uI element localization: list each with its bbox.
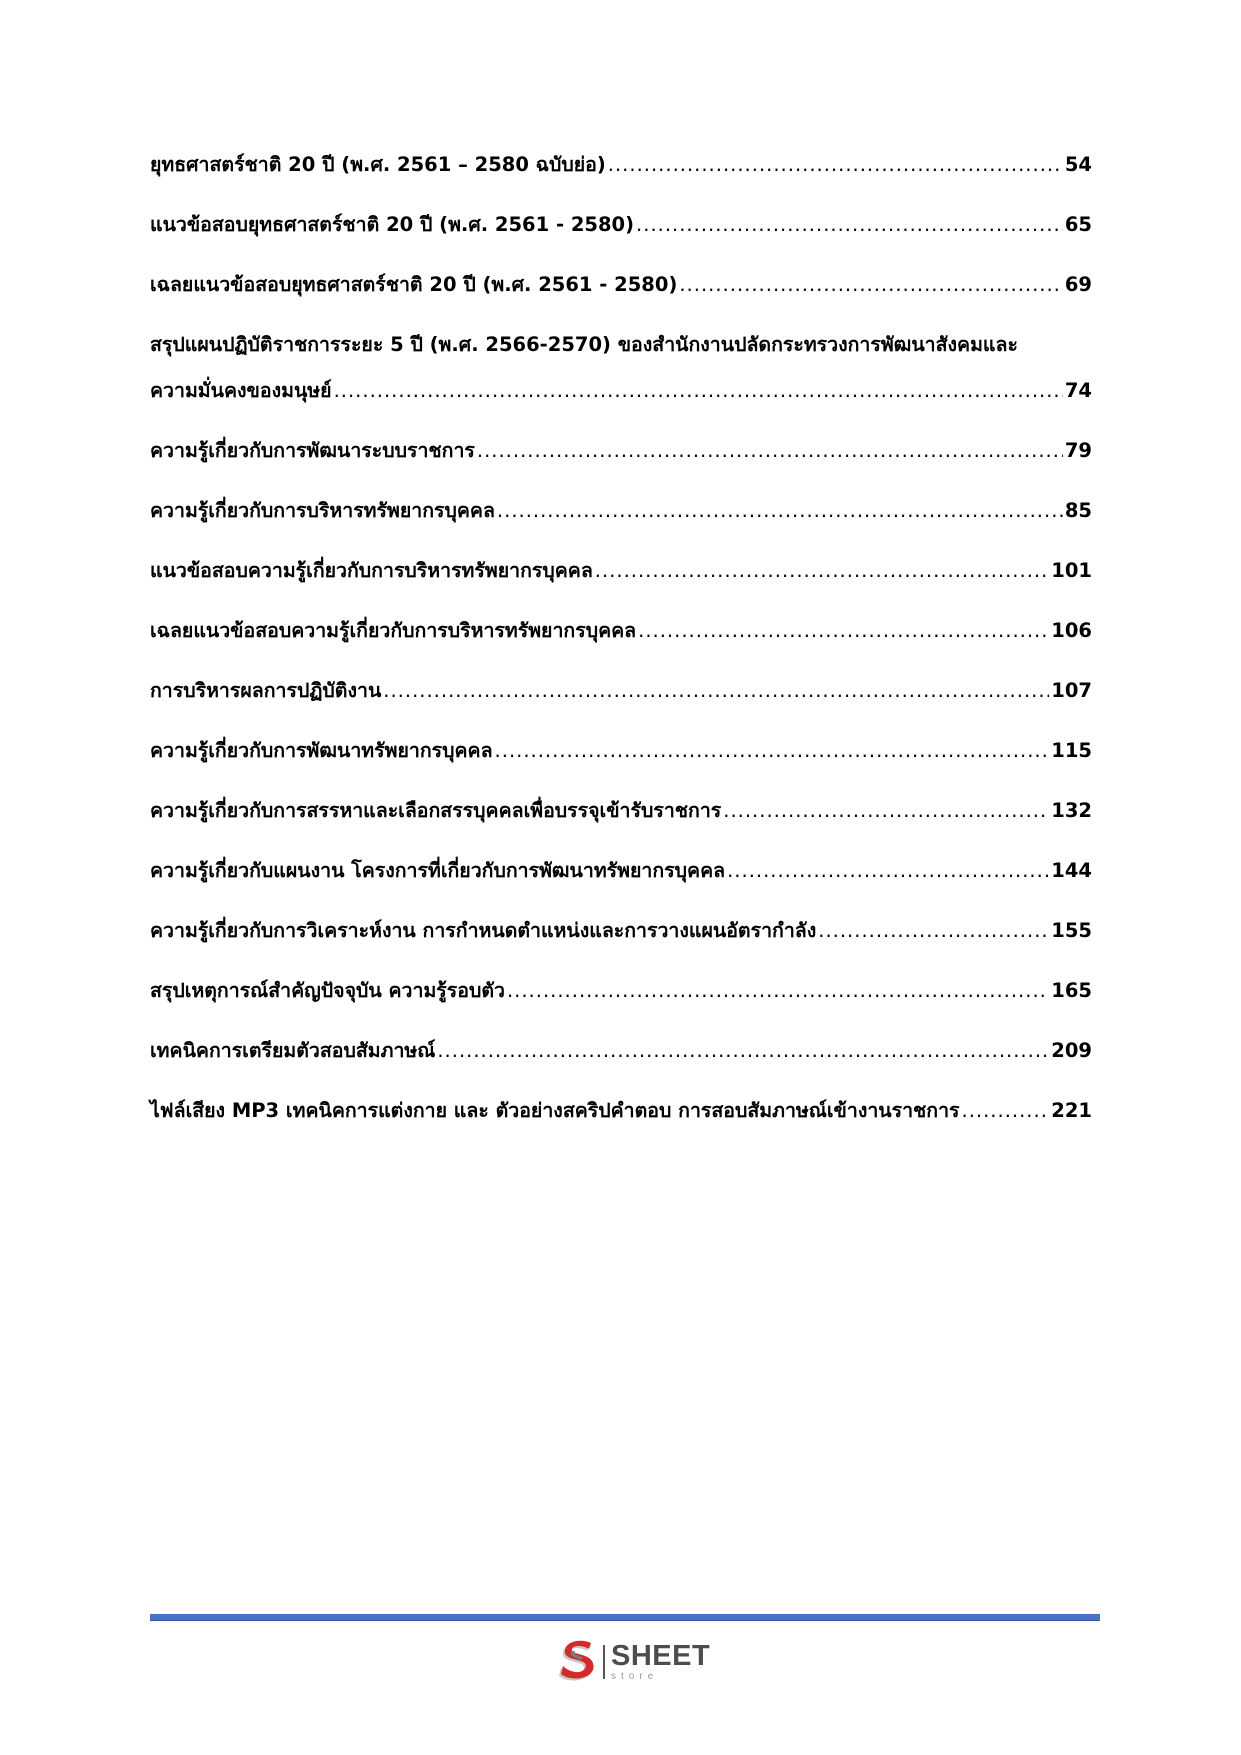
toc-entry-page: 209 xyxy=(1051,1039,1092,1062)
toc-entry-title: แนวข้อสอบความรู้เกี่ยวกับการบริหารทรัพยากรบุคคล xyxy=(150,559,593,582)
toc-entry-page: 54 xyxy=(1064,153,1092,176)
toc-entry[interactable] xyxy=(150,272,1092,298)
toc-entry-title: ความรู้เกี่ยวกับแผนงาน โครงการที่เกี่ยวกับการพัฒนาทรัพยากรบุคคล xyxy=(150,859,726,882)
dot-leader xyxy=(723,798,1049,824)
dot-leader xyxy=(727,858,1049,884)
toc-entry-title-continued: ความมั่นคงของมนุษย์ xyxy=(150,379,332,402)
toc-entry[interactable] xyxy=(150,1038,1092,1064)
toc-entry-page: 79 xyxy=(1064,439,1092,462)
toc-entry-title: ความรู้เกี่ยวกับการวิเคราะห์งาน การกำหนดตำแหน่งและการวางแผนอัตรากำลัง xyxy=(150,919,817,942)
toc-entry[interactable] xyxy=(150,1098,1092,1124)
toc-entry[interactable] xyxy=(150,438,1092,464)
toc-entry-title: ความรู้เกี่ยวกับการสรรหาและเลือกสรรบุคคลเพื่อบรรจุเข้ารับราชการ xyxy=(150,799,722,822)
toc-entry-title: สรุปแผนปฏิบัติราชการระยะ 5 ปี (พ.ศ. 2566-2570) ของสำนักงานปลัดกระทรวงการพัฒนาสังคมและ xyxy=(150,333,1018,356)
dot-leader xyxy=(595,558,1049,584)
toc-entry[interactable] xyxy=(150,558,1092,584)
toc-entry-page: 106 xyxy=(1051,619,1092,642)
dot-leader xyxy=(497,498,1063,524)
logo-wordmark xyxy=(611,1642,710,1682)
dot-leader xyxy=(636,212,1063,238)
dot-leader xyxy=(507,978,1049,1004)
dot-leader xyxy=(608,152,1063,178)
toc-entry-title: ความรู้เกี่ยวกับการบริหารทรัพยากรบุคคล xyxy=(150,499,495,522)
dot-leader xyxy=(679,272,1063,298)
toc-entry-title: ยุทธศาสตร์ชาติ 20 ปี (พ.ศ. 2561 – 2580 ฉบับย่อ) xyxy=(150,153,606,176)
toc-entry[interactable] xyxy=(150,618,1092,644)
toc-entry-title: สรุปเหตุการณ์สำคัญปัจจุบัน ความรู้รอบตัว xyxy=(150,979,505,1002)
toc-entry[interactable] xyxy=(150,498,1092,524)
dot-leader xyxy=(477,438,1063,464)
dot-leader xyxy=(334,378,1063,404)
toc-entry-title: เทคนิคการเตรียมตัวสอบสัมภาษณ์ xyxy=(150,1039,436,1062)
dot-leader xyxy=(495,738,1050,764)
dot-leader xyxy=(638,618,1049,644)
toc-entry-page: 74 xyxy=(1064,379,1092,402)
toc-entry-page: 144 xyxy=(1051,859,1092,882)
table-of-contents xyxy=(150,152,1092,1158)
toc-entry-page: 85 xyxy=(1064,499,1092,522)
toc-entry-title: ความรู้เกี่ยวกับการพัฒนาระบบราชการ xyxy=(150,439,475,462)
toc-entry-page: 69 xyxy=(1064,273,1092,296)
toc-entry[interactable] xyxy=(150,918,1092,944)
dot-leader xyxy=(818,918,1049,944)
toc-entry-title: ความรู้เกี่ยวกับการพัฒนาทรัพยากรบุคคล xyxy=(150,739,493,762)
logo-divider xyxy=(603,1645,605,1679)
logo-subword: store xyxy=(611,1671,659,1682)
toc-entry-page: 165 xyxy=(1051,979,1092,1002)
dot-leader xyxy=(962,1098,1050,1124)
logo-word: SHEET xyxy=(611,1640,711,1672)
toc-entry[interactable] xyxy=(150,858,1092,884)
toc-entry-page: 101 xyxy=(1051,559,1092,582)
footer-divider xyxy=(150,1614,1100,1621)
toc-entry[interactable] xyxy=(150,332,1092,404)
toc-entry-page: 65 xyxy=(1064,213,1092,236)
toc-entry[interactable] xyxy=(150,152,1092,178)
toc-entry-title: เฉลยแนวข้อสอบความรู้เกี่ยวกับการบริหารทรัพยากรบุคคล xyxy=(150,619,637,642)
toc-entry-title: เฉลยแนวข้อสอบยุทธศาสตร์ชาติ 20 ปี (พ.ศ. 2561 - 2580) xyxy=(150,273,678,296)
toc-entry[interactable] xyxy=(150,738,1092,764)
toc-entry[interactable] xyxy=(150,798,1092,824)
toc-entry-title: การบริหารผลการปฏิบัติงาน xyxy=(150,679,382,702)
toc-entry-page: 132 xyxy=(1051,799,1092,822)
toc-entry-page: 107 xyxy=(1051,679,1092,702)
toc-entry-title: แนวข้อสอบยุทธศาสตร์ชาติ 20 ปี (พ.ศ. 2561 - 2580) xyxy=(150,213,635,236)
toc-entry[interactable] xyxy=(150,212,1092,238)
toc-entry[interactable] xyxy=(150,678,1092,704)
sheet-store-logo xyxy=(555,1636,710,1688)
toc-entry-page: 155 xyxy=(1051,919,1092,942)
toc-entry-title: ไฟล์เสียง MP3 เทคนิคการแต่งกาย และ ตัวอย่างสคริปคำตอบ การสอบสัมภาษณ์เข้างานราชการ xyxy=(150,1099,960,1122)
toc-entry-page: 221 xyxy=(1051,1099,1092,1122)
sheet-store-s-logo-icon xyxy=(555,1639,599,1685)
dot-leader xyxy=(437,1038,1049,1064)
dot-leader xyxy=(383,678,1049,704)
toc-entry-page: 115 xyxy=(1051,739,1092,762)
toc-entry[interactable] xyxy=(150,978,1092,1004)
